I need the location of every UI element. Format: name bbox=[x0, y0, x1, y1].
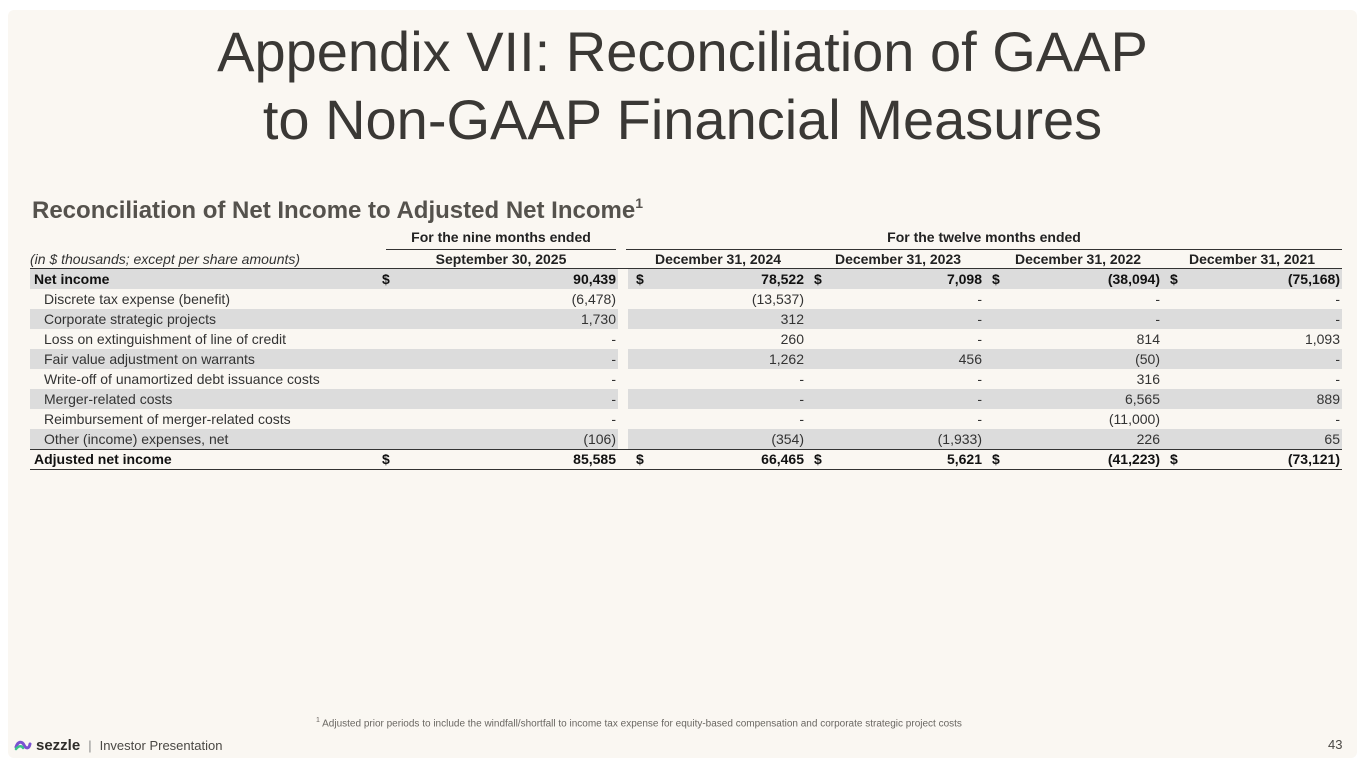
table-cell: 66,465 bbox=[761, 451, 804, 467]
table-row bbox=[30, 349, 1342, 369]
units-label: (in $ thousands; except per share amounts) bbox=[30, 251, 301, 267]
table-cell: - bbox=[977, 291, 982, 307]
page-number: 43 bbox=[1328, 737, 1343, 752]
table-cell: (75,168) bbox=[1287, 271, 1340, 287]
row-label: Merger-related costs bbox=[44, 391, 173, 407]
table-cell: 78,522 bbox=[761, 271, 804, 287]
table-cell: (41,223) bbox=[1107, 451, 1160, 467]
table-cell: - bbox=[1155, 291, 1160, 307]
header-period-dec-2022: December 31, 2022 bbox=[1014, 251, 1142, 267]
footer-label: Investor Presentation bbox=[99, 737, 223, 753]
table-cell: 1,262 bbox=[768, 351, 804, 367]
table-cell: 226 bbox=[1136, 431, 1160, 447]
column-gap bbox=[618, 389, 628, 409]
table-cell: (38,094) bbox=[1107, 271, 1160, 287]
table-cell: 456 bbox=[958, 351, 982, 367]
table-cell: (13,537) bbox=[751, 291, 804, 307]
table-cell: - bbox=[1335, 351, 1340, 367]
table-cell: - bbox=[799, 391, 804, 407]
table-cell: - bbox=[1155, 311, 1160, 327]
table-row bbox=[30, 409, 1342, 429]
table-cell: (354) bbox=[771, 431, 804, 447]
currency-symbol: $ bbox=[1170, 271, 1178, 287]
table-cell: 260 bbox=[780, 331, 804, 347]
row-label: Other (income) expenses, net bbox=[44, 431, 229, 447]
table-cell: - bbox=[799, 411, 804, 427]
table-row bbox=[30, 369, 1342, 389]
column-gap bbox=[618, 409, 628, 429]
column-gap bbox=[618, 329, 628, 349]
table-cell: (106) bbox=[583, 431, 616, 447]
column-gap bbox=[618, 269, 628, 289]
currency-symbol: $ bbox=[636, 271, 644, 287]
table-row bbox=[30, 449, 1342, 469]
table-row bbox=[30, 289, 1342, 309]
table-cell: - bbox=[1335, 411, 1340, 427]
table-cell: 1,093 bbox=[1304, 331, 1340, 347]
table-cell: - bbox=[977, 391, 982, 407]
table-cell: (50) bbox=[1135, 351, 1160, 367]
table-cell: - bbox=[977, 331, 982, 347]
currency-symbol: $ bbox=[382, 451, 390, 467]
column-gap bbox=[618, 349, 628, 369]
header-period-sep-2025: September 30, 2025 bbox=[435, 251, 567, 267]
table-cell: (1,933) bbox=[937, 431, 982, 447]
title-line-1: Appendix VII: Reconciliation of GAAP bbox=[217, 20, 1148, 83]
table-cell: (6,478) bbox=[571, 291, 616, 307]
total-rule-bottom bbox=[30, 469, 1342, 470]
table-cell: - bbox=[977, 311, 982, 327]
row-label: Corporate strategic projects bbox=[44, 311, 216, 327]
currency-symbol: $ bbox=[992, 451, 1000, 467]
header-group-twelve-months: For the twelve months ended bbox=[626, 229, 1342, 250]
table-cell: 6,565 bbox=[1124, 391, 1160, 407]
table-cell: 889 bbox=[1316, 391, 1340, 407]
footer-separator: | bbox=[88, 737, 92, 753]
row-label: Adjusted net income bbox=[34, 451, 172, 467]
column-gap bbox=[618, 449, 628, 469]
table-cell: - bbox=[611, 391, 616, 407]
table-cell: 65 bbox=[1324, 431, 1340, 447]
footer-brand bbox=[14, 736, 222, 754]
row-label: Loss on extinguishment of line of credit bbox=[44, 331, 287, 347]
table-cell: - bbox=[611, 371, 616, 387]
table-cell: - bbox=[1335, 311, 1340, 327]
table-cell: - bbox=[611, 331, 616, 347]
column-gap bbox=[618, 369, 628, 389]
table-cell: 7,098 bbox=[946, 271, 982, 287]
table-cell: - bbox=[611, 411, 616, 427]
table-cell: 90,439 bbox=[573, 271, 616, 287]
section-heading bbox=[32, 197, 643, 225]
table-cell: 316 bbox=[1136, 371, 1160, 387]
page-title bbox=[0, 18, 1365, 154]
table-cell: (73,121) bbox=[1287, 451, 1340, 467]
table-cell: 814 bbox=[1136, 331, 1160, 347]
table-cell: 5,621 bbox=[946, 451, 982, 467]
currency-symbol: $ bbox=[814, 271, 822, 287]
table-cell: (11,000) bbox=[1108, 411, 1160, 427]
currency-symbol: $ bbox=[382, 271, 390, 287]
table-cell: 85,585 bbox=[573, 451, 616, 467]
table-row bbox=[30, 389, 1342, 409]
row-label: Fair value adjustment on warrants bbox=[44, 351, 255, 367]
currency-symbol: $ bbox=[1170, 451, 1178, 467]
brand-name: sezzle bbox=[36, 736, 81, 754]
table-cell: 1,730 bbox=[580, 311, 616, 327]
row-label: Write-off of unamortized debt issuance costs bbox=[44, 371, 320, 387]
column-gap bbox=[618, 309, 628, 329]
total-rule-top bbox=[30, 449, 1342, 450]
header-period-dec-2024: December 31, 2024 bbox=[654, 251, 782, 267]
table-row bbox=[30, 429, 1342, 449]
table-cell: - bbox=[1335, 291, 1340, 307]
footnote-text: Adjusted prior periods to include the windfall/shortfall to income tax expense for equity-based compensation and corporate strategic project costs bbox=[322, 718, 962, 730]
title-line-2: to Non-GAAP Financial Measures bbox=[262, 88, 1103, 151]
header-group-nine-months: For the nine months ended bbox=[386, 229, 616, 250]
column-gap bbox=[618, 289, 628, 309]
currency-symbol: $ bbox=[992, 271, 1000, 287]
footnote-number: 1 bbox=[316, 717, 320, 724]
row-label: Reimbursement of merger-related costs bbox=[44, 411, 291, 427]
table-row bbox=[30, 329, 1342, 349]
footnote bbox=[316, 717, 962, 729]
row-label: Net income bbox=[34, 271, 110, 287]
table-cell: - bbox=[611, 351, 616, 367]
table-cell: - bbox=[977, 411, 982, 427]
footnote-marker: 1 bbox=[635, 195, 643, 211]
table-cell: - bbox=[1335, 371, 1340, 387]
header-period-dec-2021: December 31, 2021 bbox=[1188, 251, 1316, 267]
currency-symbol: $ bbox=[814, 451, 822, 467]
column-gap bbox=[618, 429, 628, 449]
table-cell: - bbox=[977, 371, 982, 387]
table-row bbox=[30, 269, 1342, 289]
header-period-dec-2023: December 31, 2023 bbox=[834, 251, 962, 267]
table-row bbox=[30, 309, 1342, 329]
row-label: Discrete tax expense (benefit) bbox=[44, 291, 230, 307]
section-heading-text: Reconciliation of Net Income to Adjusted Net Income bbox=[32, 197, 636, 224]
sezzle-logo-icon bbox=[14, 738, 32, 752]
table-cell: 312 bbox=[780, 311, 804, 327]
table-cell: - bbox=[799, 371, 804, 387]
currency-symbol: $ bbox=[636, 451, 644, 467]
